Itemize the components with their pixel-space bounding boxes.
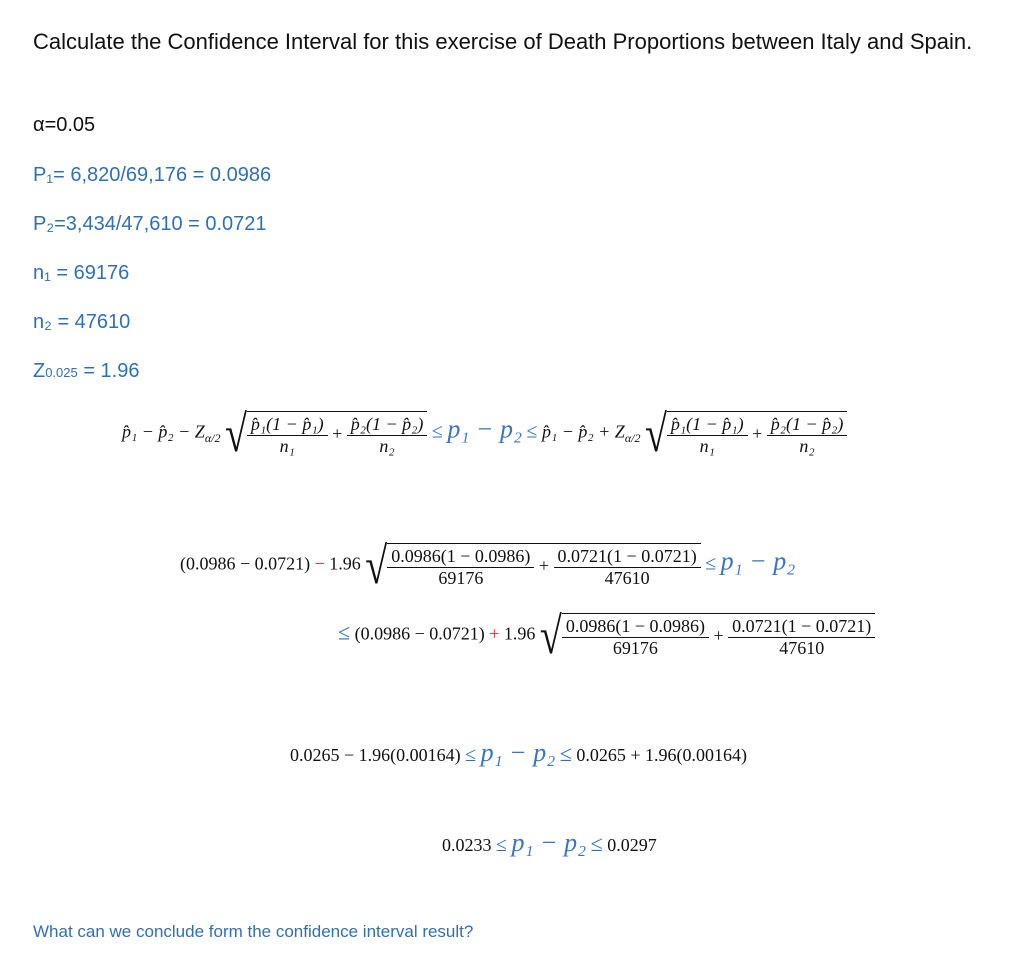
z-value: Z0.025 = 1.96 [33, 360, 140, 382]
p1-value: P₁= 6,820/69,176 = 0.0986 [33, 164, 272, 186]
substitution-line-2: ≤ (0.0986 − 0.0721) + 1.96 √ $\frac{0.0986(1 - 0.0986)}{69176}$ + $\frac{0.0721(1 - 0.0721)}{47610}$ [338, 612, 875, 659]
interval-line-3: 0.0265 − 1.96(0.00164) ≤ p₁ − p₂ ≤ 0.0265 + 1.96(0.00164) [290, 738, 747, 767]
n1-value: n₁ = 69176 [33, 262, 130, 284]
formula-middle: p₁ − p₂ [447, 414, 522, 444]
general-formula: p̂₁ − p̂₂ − $Z_{\alpha/2}$ √ $\frac{\text{p̂₁(1 − p̂₁)}}{\text{n₁}}$ + $\frac{\text{p̂₂(1 − p̂₂)}}{\text{n₂}}$ ≤ p₁ − p₂ ≤ p̂₁ − p̂₂ + $Z_{\alpha/2}$ √ $\frac{\text{p̂₁(1 − p̂₁)}}{\text{n₁}}$ + $\frac{\text{p̂₂(1 − p̂₂)}}{\text{n₂}}$ [122, 410, 847, 457]
conclusion-question: What can we conclude form the confidence interval result? [33, 922, 474, 941]
alpha-value: α=0.05 [33, 114, 96, 136]
p2-value: P₂=3,434/47,610 = 0.0721 [33, 213, 267, 235]
n2-value: n₂ = 47610 [33, 311, 131, 333]
exercise-title: Calculate the Confidence Interval for this exercise of Death Proportions between Italy and Spain. [33, 29, 973, 54]
substitution-line-1: (0.0986 − 0.0721) − 1.96 √ $\frac{0.0986(1 - 0.0986)}{69176}$ + $\frac{0.0721(1 - 0.0721)}{47610}$ ≤ p₁ − p₂ [180, 536, 796, 595]
formula-rhs: p̂₁ − p̂₂ + Z [541, 421, 625, 442]
formula-lhs: p̂₁ − p̂₂ − Z [122, 421, 205, 442]
interval-result: 0.0233 ≤ p₁ − p₂ ≤ 0.0297 [442, 828, 657, 857]
